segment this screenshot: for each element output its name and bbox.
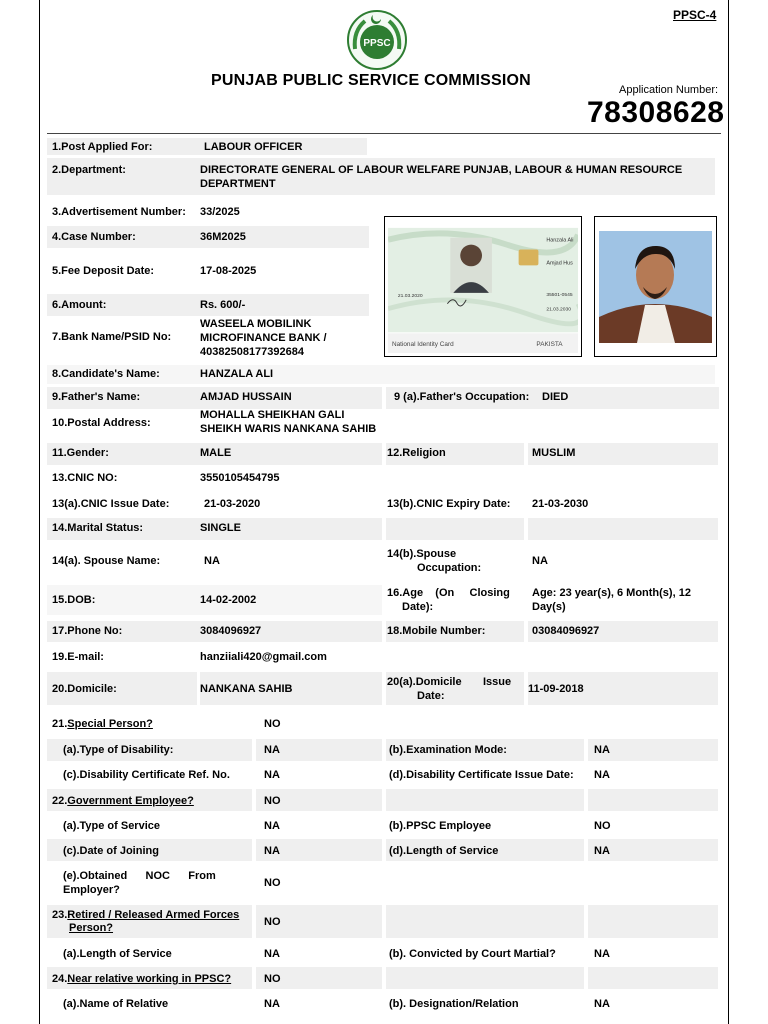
application-number-label: Application Number: (619, 84, 719, 96)
svg-text:Amjad Hus: Amjad Hus (546, 260, 573, 267)
spouse-occupation-label: 14(b).Spouse (387, 548, 457, 560)
svg-text:21.03.2030: 21.03.2030 (546, 307, 572, 313)
service-length-label: (d).Length of Service (389, 845, 499, 857)
bank-value-line1: WASEELA MOBILINK (200, 318, 312, 330)
father-occupation-value: DIED (542, 391, 569, 403)
spouse-name-label: 14(a). Spouse Name: (52, 555, 161, 567)
noc-label: (e).Obtained NOC From (63, 870, 216, 882)
ppsc-logo-icon (345, 9, 409, 71)
armed-service-length-value: NA (264, 948, 280, 960)
relation-label: (b). Designation/Relation (389, 998, 519, 1010)
marital-status-label: 14.Marital Status: (52, 522, 144, 534)
domicile-value: NANKANA SAHIB (200, 683, 293, 695)
row-bg (528, 518, 718, 540)
q24-value: NO (264, 973, 281, 985)
row-bg (588, 967, 718, 989)
armed-service-length-label: (a).Length of Service (63, 948, 172, 960)
father-name-label: 9.Father's Name: (52, 391, 141, 403)
svg-text:PAKISTA: PAKISTA (536, 341, 563, 349)
fee-date-value: 17-08-2025 (200, 265, 257, 277)
age-label: 16.Age (On Closing (387, 587, 510, 599)
form-code: PPSC-4 (673, 8, 717, 22)
service-type-value: NA (264, 820, 280, 832)
fee-date-label: 5.Fee Deposit Date: (52, 265, 155, 277)
application-number: 78308628 (587, 96, 725, 129)
cnic-value: 3550105454795 (200, 472, 280, 484)
gender-value: MALE (200, 447, 232, 459)
domicile-issue-label: 20(a).Domicile Issue (387, 676, 512, 688)
divider (47, 133, 721, 134)
svg-text:Hanzala Ali: Hanzala Ali (546, 237, 574, 244)
email-value: hanziiali420@gmail.com (200, 651, 327, 663)
postal-address-line2: SHEIKH WARIS NANKANA SAHIB (200, 423, 377, 435)
department-label: 2.Department: (52, 164, 126, 176)
mobile-label: 18.Mobile Number: (387, 625, 486, 637)
amount-value: Rs. 600/- (200, 299, 246, 311)
service-length-value: NA (594, 845, 610, 857)
case-number-label: 4.Case Number: (52, 231, 136, 243)
relative-name-label: (a).Name of Relative (63, 998, 169, 1010)
father-occupation-label: 9 (a).Father's Occupation: (394, 391, 530, 403)
cnic-expiry-label: 13(b).CNIC Expiry Date: (387, 498, 511, 510)
disability-cert-date-label: (d).Disability Certificate Issue Date: (389, 769, 574, 781)
religion-label: 12.Religion (387, 447, 446, 459)
row-bg (588, 905, 718, 938)
service-type-label: (a).Type of Service (63, 820, 160, 832)
spouse-name-value: NA (204, 555, 220, 567)
father-name-value: AMJAD HUSSAIN (200, 391, 292, 403)
row-bg (588, 789, 718, 811)
relation-value: NA (594, 998, 610, 1010)
q23-label: 23.Retired / Released Armed Forces (52, 909, 240, 921)
q22-value: NO (264, 795, 281, 807)
postal-address-line1: MOHALLA SHEIKHAN GALI (200, 409, 345, 421)
age-value-line2: Day(s) (532, 601, 566, 613)
department-value: DIRECTORATE GENERAL OF LABOUR WELFARE PUNJAB, LABOUR & HUMAN RESOURCE (200, 164, 683, 176)
noc-value: NO (264, 877, 281, 889)
cnic-issue-value: 21-03-2020 (204, 498, 261, 510)
dob-label: 15.DOB: (52, 594, 96, 606)
advertisement-value: 33/2025 (200, 206, 240, 218)
q23-value: NO (264, 916, 281, 928)
disability-type-value: NA (264, 744, 280, 756)
noc-label-line2: Employer? (63, 884, 120, 896)
department-value-line2: DEPARTMENT (200, 178, 276, 190)
joining-date-value: NA (264, 845, 280, 857)
cnic-issue-label: 13(a).CNIC Issue Date: (52, 498, 170, 510)
email-label: 19.E-mail: (52, 651, 104, 663)
case-number-value: 36M2025 (200, 231, 246, 243)
q23-label-line2: Person? (69, 922, 114, 934)
svg-text:PPSC: PPSC (363, 38, 391, 49)
relative-name-value: NA (264, 998, 280, 1010)
svg-text:National Identity Card: National Identity Card (391, 341, 454, 349)
phone-value: 3084096927 (200, 625, 262, 637)
dob-value: 14-02-2002 (200, 594, 257, 606)
disability-cert-date-value: NA (594, 769, 610, 781)
q24-label: 24.Near relative working in PPSC? (52, 973, 232, 985)
cnic-label: 13.CNIC NO: (52, 472, 118, 484)
mobile-value: 03084096927 (532, 625, 600, 637)
court-martial-label: (b). Convicted by Court Martial? (389, 948, 556, 960)
q21-label: 21.Special Person? (52, 718, 153, 730)
org-title: PUNJAB PUBLIC SERVICE COMMISSION (211, 72, 531, 89)
spouse-occupation-value: NA (532, 555, 548, 567)
marital-status-value: SINGLE (200, 522, 241, 534)
disability-type-label: (a).Type of Disability: (63, 744, 174, 756)
bank-value-line2: MICROFINANCE BANK / (200, 332, 327, 344)
candidate-photo (594, 216, 717, 357)
disability-cert-value: NA (264, 769, 280, 781)
spouse-occupation-label-line2: Occupation: (417, 562, 482, 574)
cnic-expiry-value: 21-03-2030 (532, 498, 589, 510)
disability-cert-label: (c).Disability Certificate Ref. No. (63, 769, 230, 781)
svg-text:35501-0545: 35501-0545 (546, 292, 573, 298)
candidate-name-label: 8.Candidate's Name: (52, 368, 160, 380)
religion-value: MUSLIM (532, 447, 576, 459)
domicile-issue-value: 11-09-2018 (528, 683, 584, 695)
svg-text:21.03.2020: 21.03.2020 (397, 293, 423, 299)
postal-address-label: 10.Postal Address: (52, 417, 151, 429)
amount-label: 6.Amount: (52, 299, 107, 311)
candidate-name-value: HANZALA ALI (200, 368, 274, 380)
domicile-label: 20.Domicile: (52, 683, 117, 695)
exam-mode-value: NA (594, 744, 610, 756)
age-label-line2: Date): (402, 601, 434, 613)
cnic-card-image (384, 216, 582, 357)
row-bg (386, 967, 584, 989)
post-applied-value: LABOUR OFFICER (204, 141, 303, 153)
domicile-issue-label-line2: Date: (417, 690, 445, 702)
court-martial-value: NA (594, 948, 610, 960)
q21-value: NO (264, 718, 281, 730)
ppsc-employee-label: (b).PPSC Employee (389, 820, 492, 832)
joining-date-label: (c).Date of Joining (63, 845, 159, 857)
age-value: Age: 23 year(s), 6 Month(s), 12 (532, 587, 691, 599)
bank-label: 7.Bank Name/PSID No: (52, 331, 172, 343)
row-bg (386, 905, 584, 938)
exam-mode-label: (b).Examination Mode: (389, 744, 507, 756)
row-bg (386, 518, 524, 540)
gender-label: 11.Gender: (52, 447, 109, 459)
phone-label: 17.Phone No: (52, 625, 123, 637)
post-applied-label: 1.Post Applied For: (52, 141, 153, 153)
row-bg (386, 789, 584, 811)
q22-label: 22.Government Employee? (52, 795, 194, 807)
ppsc-employee-value: NO (594, 820, 611, 832)
bank-psid-value: 40382508177392684 (200, 346, 305, 358)
advertisement-label: 3.Advertisement Number: (52, 206, 186, 218)
